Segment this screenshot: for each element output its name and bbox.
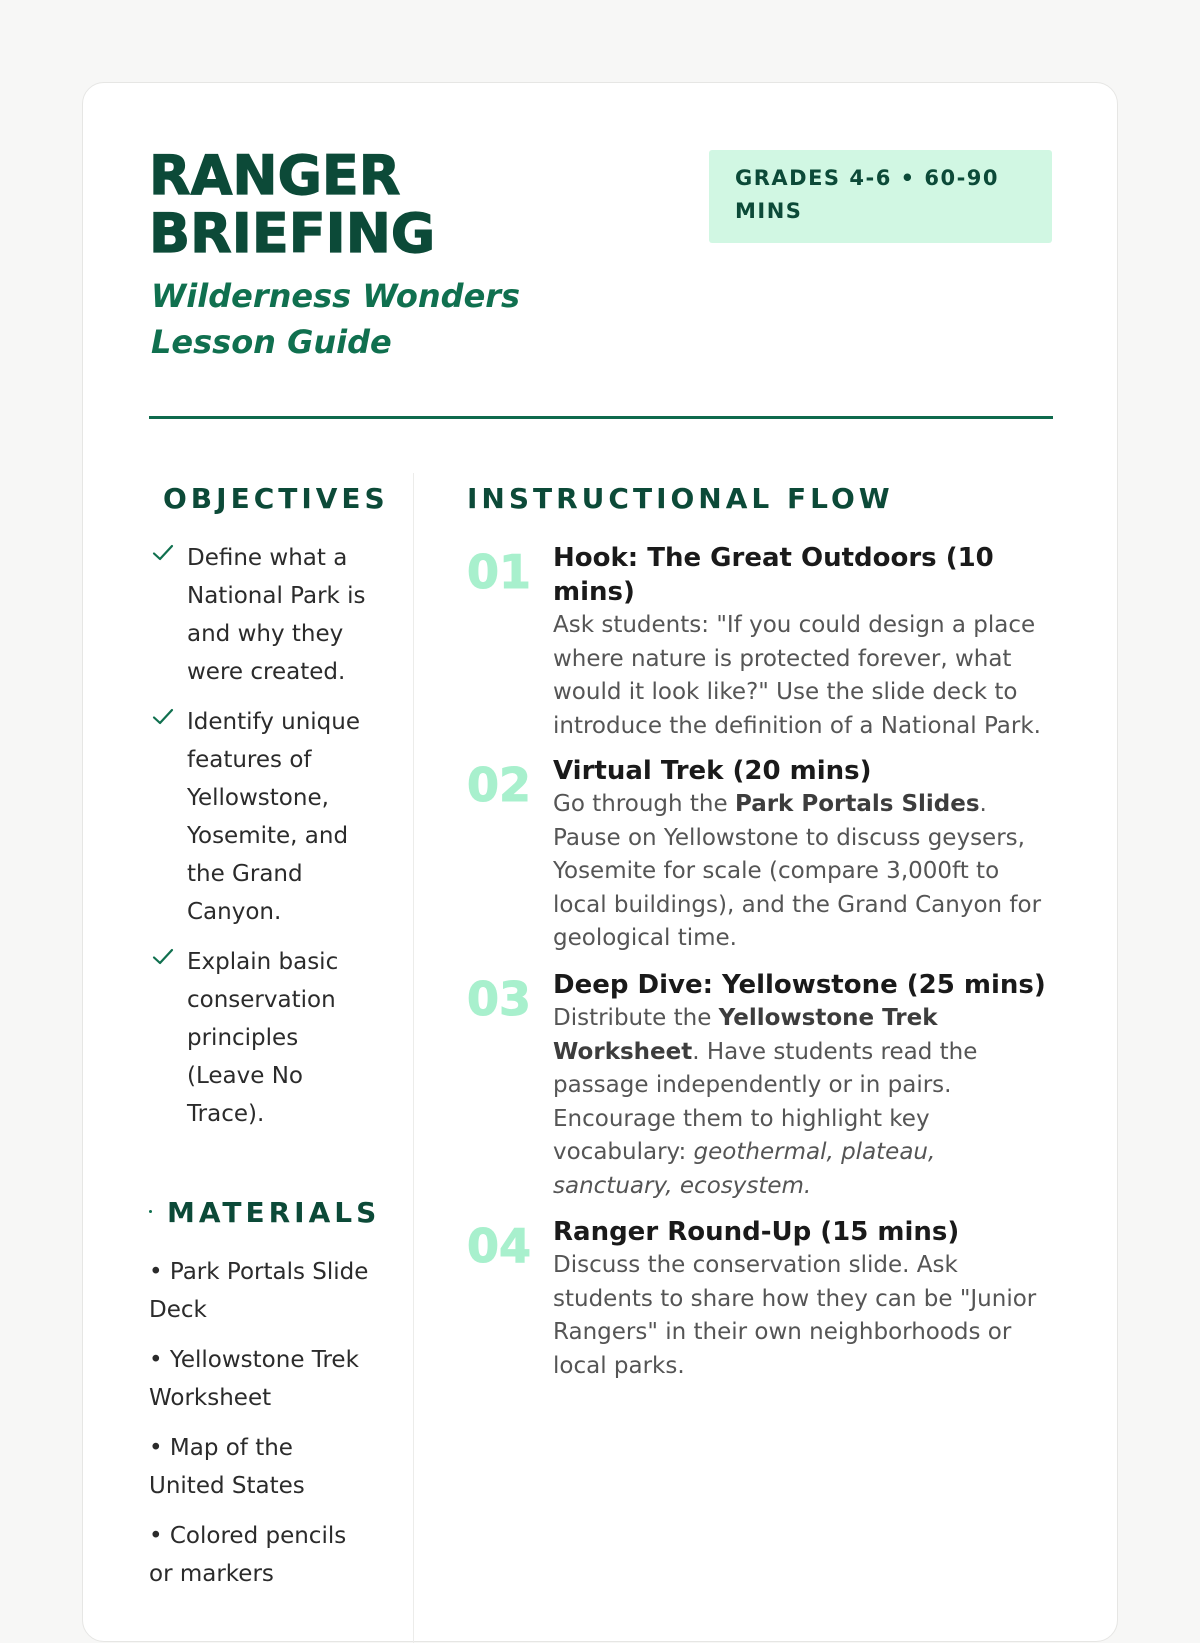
page-subtitle: Wilderness Wonders Lesson Guide [151,277,521,361]
material-item: • Colored pencils or markers [149,1523,347,1587]
materials-list [149,1253,369,1605]
step-title: Ranger Round-Up (15 mins) [553,1217,960,1247]
title-line-1: RANGER [149,144,401,207]
instructional-flow-heading: INSTRUCTIONAL FLOW [467,482,894,515]
step-title: Hook: The Great Outdoors (10 mins) [553,543,994,607]
step-resource-name: Park Portals Slides [734,791,980,817]
objective-text: Define what a National Park is and why they were created. [187,545,366,685]
materials-marker-icon [149,1210,152,1213]
step-text: . Have students read the passage independently or in pairs. Encourage them to highlight key vocabulary: [553,1038,978,1165]
checkmark-icon [151,705,175,729]
checkmark-icon [151,945,175,969]
step-number: 04 [467,1219,532,1273]
step-description: Ask students: "If you could design a place where nature is protected forever, what would it look like?" Use the slide deck to introduce the definition of a National Park. [553,612,1041,739]
step-text: Distribute the [553,1005,719,1031]
grade-duration-badge: GRADES 4-6 • 60-90 MINS [709,150,1052,243]
flow-step [467,541,1057,743]
step-title: Virtual Trek (20 mins) [553,756,872,786]
objectives-list [149,539,369,1145]
flow-step [467,754,1057,956]
vocabulary-list: geothermal, plateau, sanctuary, ecosystem. [553,1139,936,1199]
step-number: 02 [467,758,532,812]
page-title [149,144,436,265]
checkmark-icon [151,541,175,565]
column-divider [413,473,414,1643]
lesson-card [82,82,1118,1642]
material-item: • Map of the United States [149,1435,305,1499]
step-description [553,788,1057,956]
objective-item [149,703,369,931]
material-item: • Park Portals Slide Deck [149,1259,369,1323]
objectives-heading: OBJECTIVES [163,482,389,515]
materials-heading: MATERIALS [167,1196,381,1229]
step-resource-name: Yellowstone Trek Worksheet [553,1005,938,1065]
flow-step [467,968,1057,1203]
objective-item [149,539,369,691]
objective-text: Explain basic conservation principles (Leave No Trace). [187,949,339,1127]
objective-text: Identify unique features of Yellowstone, Yosemite, and the Grand Canyon. [187,709,361,925]
step-title: Deep Dive: Yellowstone (25 mins) [553,970,1046,1000]
step-description [553,1002,1057,1203]
title-line-2: BRIEFING [149,202,436,265]
step-text: . Pause on Yellowstone to discuss geysers, Yosemite for scale (compare 3,000ft to local buildings), and the Grand Canyon for geological time. [553,791,1042,951]
step-number: 01 [467,545,532,599]
step-description: Discuss the conservation slide. Ask students to share how they can be "Junior Rangers" in their own neighborhoods or local parks. [553,1252,1037,1379]
flow-step [467,1215,1057,1383]
header-divider [149,416,1053,419]
step-number: 03 [467,972,532,1026]
step-text: Go through the [553,791,735,817]
objective-item [149,943,369,1133]
material-item: • Yellowstone Trek Worksheet [149,1347,359,1411]
